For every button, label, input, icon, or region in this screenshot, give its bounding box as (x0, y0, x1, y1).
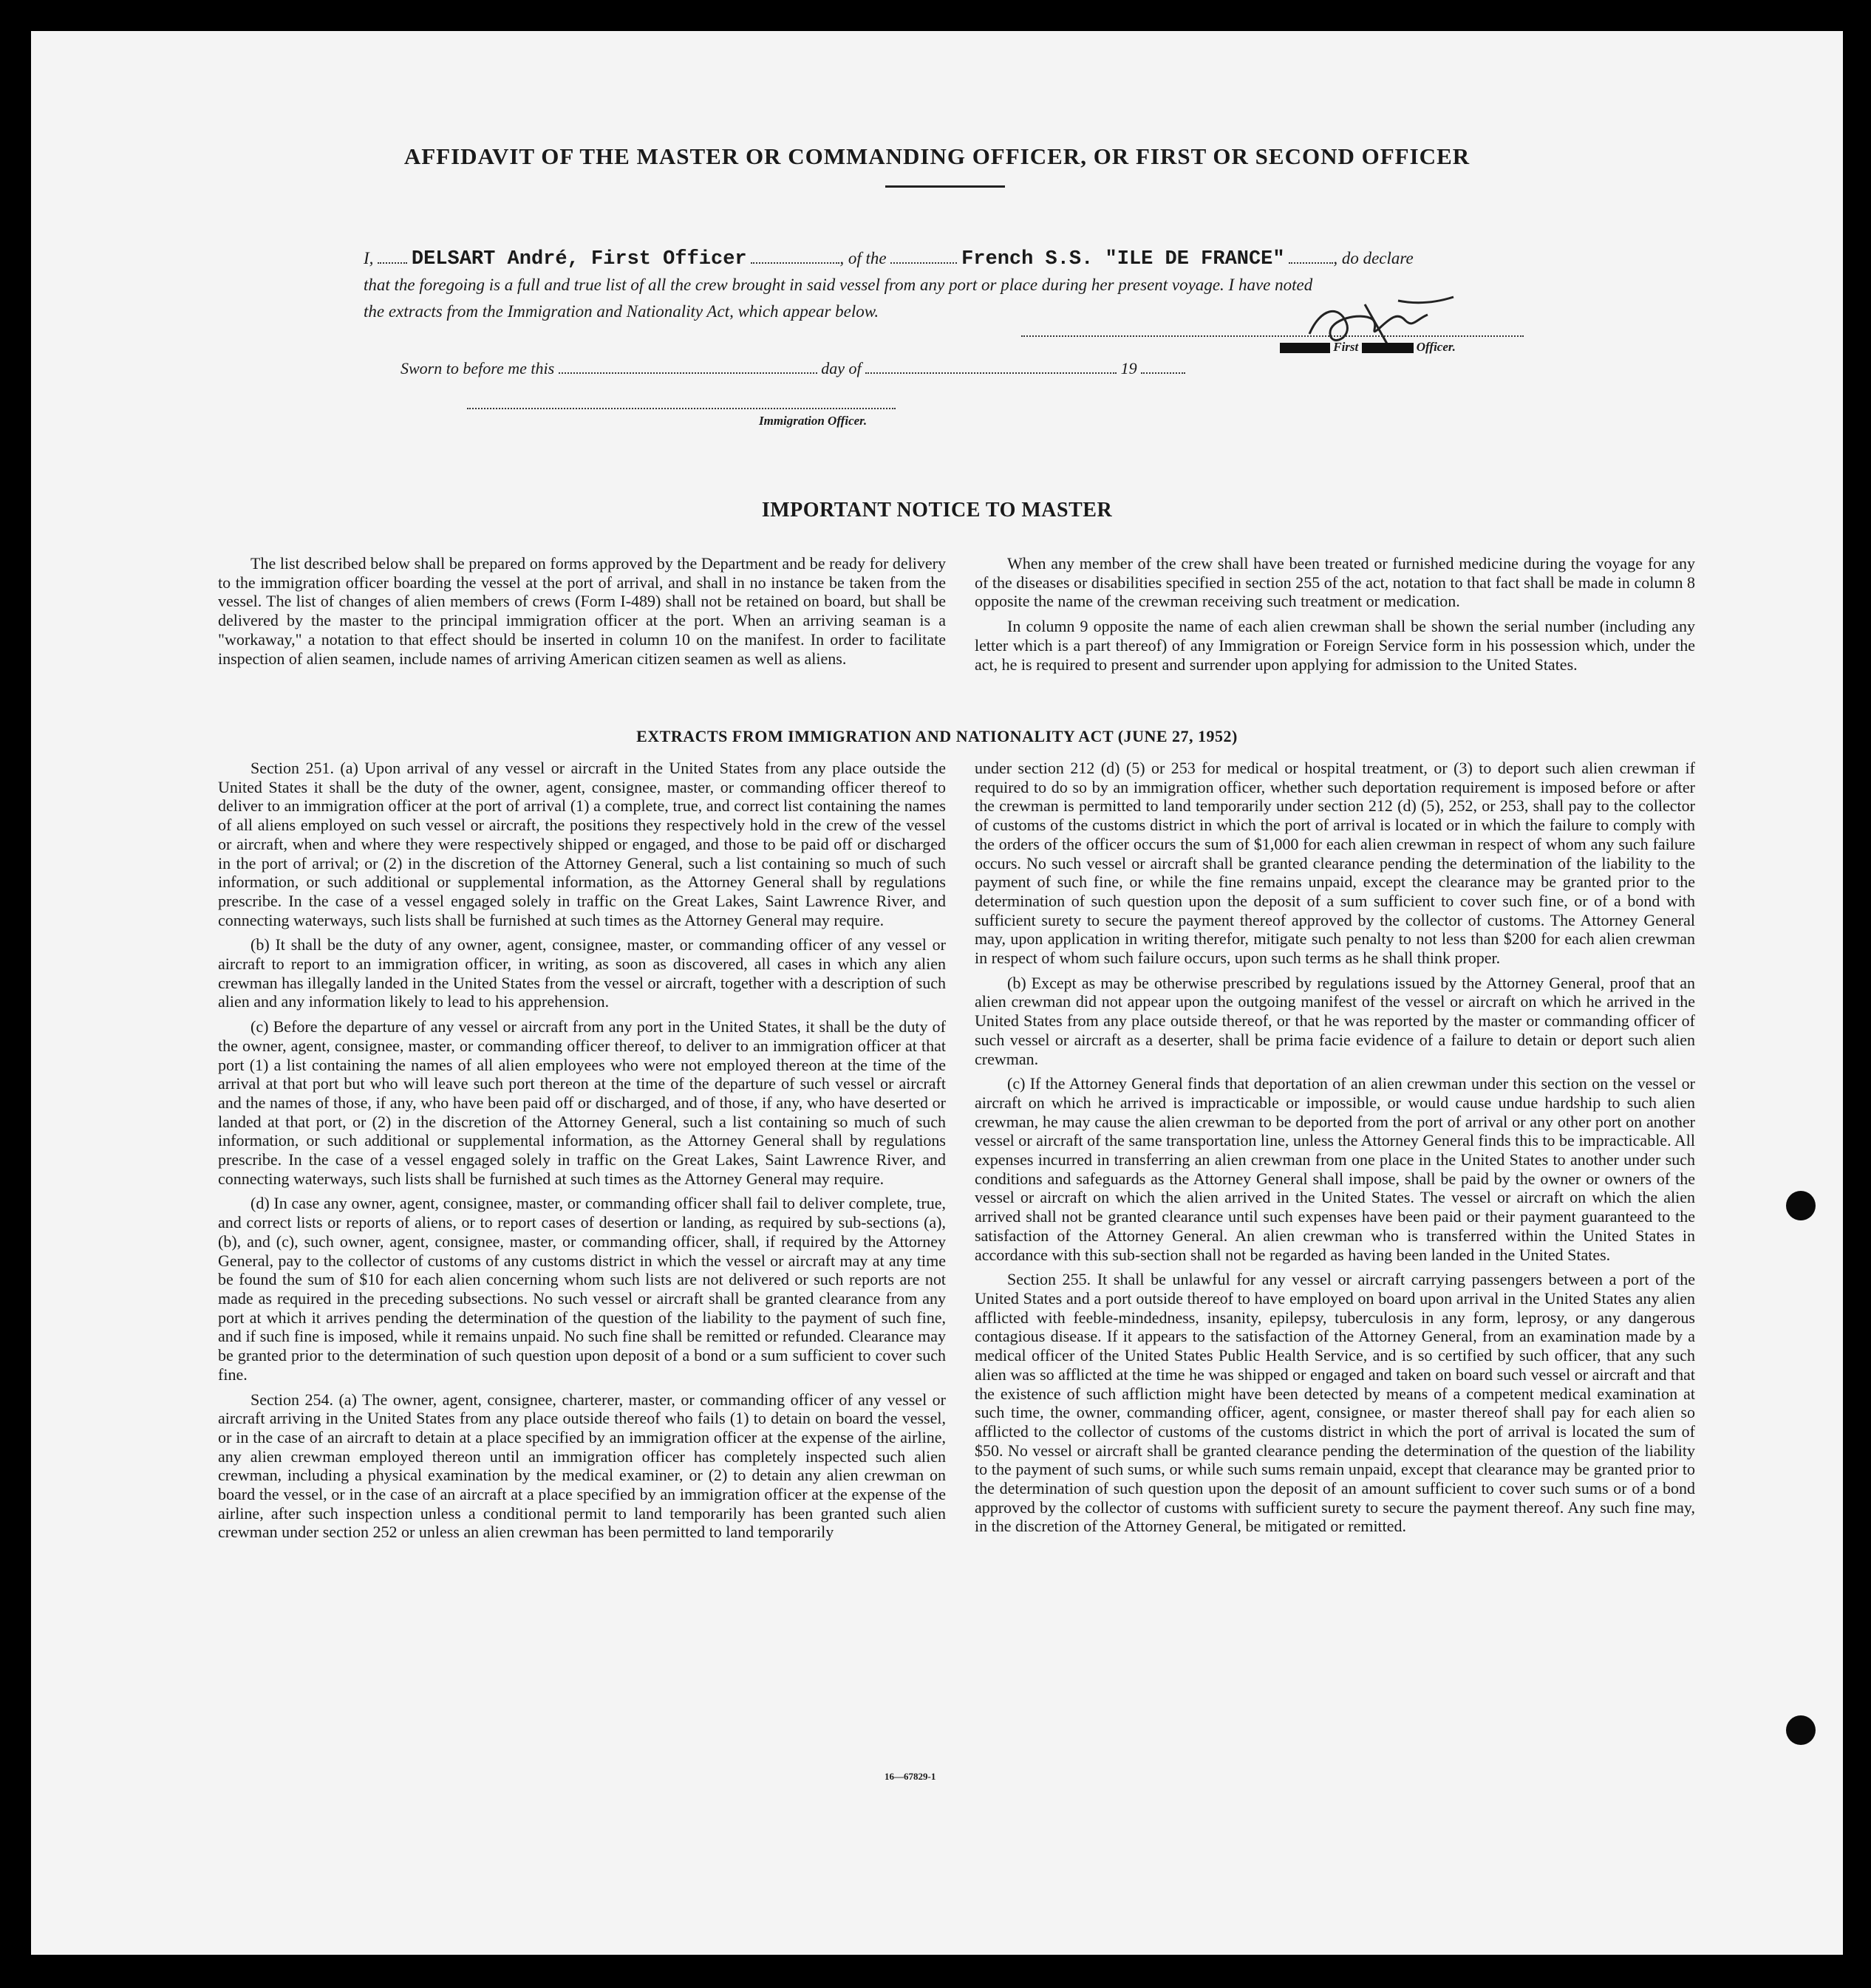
extracts-left-column (218, 759, 946, 1548)
form-code: 16—67829-1 (885, 1771, 936, 1782)
signature-line (1021, 335, 1524, 337)
extract-paragraph: Section 254. (a) The owner, agent, consignee, charterer, master, or commanding officer of any vessel or aircraft arriving in the United States from any place outside thereof who fails (1) to detain on board the vessel, or in the case of an aircraft to detain at a place specified by an immigration officer at the expense of the airline, any alien crewman employed thereon until an immigration officer has completely inspected such alien crewman, including a physical examination by the medical examiner, or (2) to detain any alien crewman on board the vessel, or in the case of an aircraft at a place specified by an immigration officer at the expense of the airline, after such inspection unless a conditional permit to land temporarily has been granted such alien crewman under section 252 or unless an alien crewman has been permitted to land temporarily (218, 1390, 946, 1542)
notice-left-paragraph: The list described below shall be prepared on forms approved by the Department and be ready for delivery to the immigration officer boarding the vessel at the port of arrival, and shall in no instance be taken from the vessel. The list of changes of alien members of crews (Form I-489) shall not be retained on board, but shall be delivered by the master to the principal immigration officer at the port. When an arriving seaman is a "workaway," a notation to that effect should be inserted in column 10 on the manifest. In order to facilitate inspection of alien seamen, include names of arriving American citizen seamen as well as aliens. (218, 554, 946, 668)
redaction-mark-2 (1362, 343, 1414, 353)
extracts-right-column (975, 759, 1695, 1542)
extract-paragraph: Section 255. It shall be unlawful for any vessel or aircraft carrying passengers between a port of the United States and a port outside thereof to have employed on board upon arrival in the United States any alien afflicted with feeble-mindedness, insanity, epilepsy, tuberculosis in any form, leprosy, or any dangerous contagious disease. If it appears to the satisfaction of the Attorney General, from an examination made by a medical officer of the United States Public Health Service, and is so certified by such officer, that any such alien was so afflicted at the time he was shipped or engaged and taken on board such vessel or aircraft and that the existence of such affliction might have been detected by means of a competent medical examination at such time, the owner, commanding officer, agent, consignee, or master thereof shall pay for each alien so afflicted to the collector of customs of the customs district in which the port of arrival is located the sum of $50. No vessel or aircraft shall be granted clearance pending the determination of the question of the liability to the payment of such sums, or while such sums remain unpaid, except that clearance may be granted prior to the determination of such question upon the deposit of an amount sufficient to cover such sums or of a bond approved by the collector of customs with sufficient surety to secure the payment thereof. Any such fine may, in the discretion of the Attorney General, be mitigated or remitted. (975, 1270, 1695, 1536)
notice-right-paragraph-2: In column 9 opposite the name of each alien crewman shall be shown the serial number (including any letter which is a part thereof) of any Immigration or Foreign Service form in his possession which, under the act, he is required to present and surrender upon applying for admission to the United States. (975, 617, 1695, 674)
notice-title: IMPORTANT NOTICE TO MASTER (761, 499, 1113, 522)
decl-i: I, (364, 249, 374, 267)
punch-hole-bottom (1786, 1715, 1816, 1745)
extracts-title: EXTRACTS FROM IMMIGRATION AND NATIONALITY ACT (JUNE 27, 1952) (636, 727, 1238, 745)
immigration-officer-label: Immigration Officer. (759, 414, 868, 428)
title-rule (885, 185, 1005, 188)
sworn-line: Sworn to before me this day of 19 (401, 359, 1185, 378)
notice-right-column (975, 554, 1695, 680)
extract-paragraph: (d) In case any owner, agent, consignee, master, or commanding officer shall fail to deliver complete, true, and correct lists or reports of aliens, or to report cases of desertion or landing, as required by sub-sections (a), (b), and (c), such owner, agent, consignee, master, or commanding officer, shall, if required by the Attorney General, pay to the collector of customs of any customs district in which the vessel or aircraft may at any time be found the sum of $10 for each alien concerning whom such lists are not delivered or such reports are not made as required in the preceding subsections. No such vessel or aircraft shall be granted clearance from any port at which it arrives pending the determination of the question of the liability to the payment of such fine, and if such fine is imposed, while it remains unpaid. No such fine shall be remitted or refunded. Clearance may be granted prior to the determination of such question upon deposit of a bond or a sum sufficient to cover such fine. (218, 1194, 946, 1384)
extract-paragraph: (c) Before the departure of any vessel or aircraft from any port in the United States, it shall be the duty of the owner, agent, consignee, master, or commanding officer thereof, to deliver to an immigration officer at that port (1) a list containing the names of all alien employees who were not employed thereon at the time of the arrival at that port but who will leave such port thereon at the time of the departure of such vessel or aircraft and the names of those, if any, who have been paid off or discharged, and of those, if any, who have deserted or landed at that port, or (2) in the discretion of the Attorney General, such a list containing so much of such information, or such additional or supplemental information, as the Attorney General shall by regulations prescribe. In the case of a vessel engaged solely in traffic on the Great Lakes, Saint Lawrence River, and connecting waterways, such lists shall be furnished at such times as the Attorney General may require. (218, 1017, 946, 1188)
affidavit-title: AFFIDAVIT OF THE MASTER OR COMMANDING OFFICER, OR FIRST OR SECOND OFFICER (403, 143, 1470, 169)
extract-paragraph: Section 251. (a) Upon arrival of any vessel or aircraft in the United States from any place outside the United States it shall be the duty of the owner, agent, consignee, master, or commanding officer thereof to deliver to an immigration officer at the port of arrival (1) a complete, true, and correct list containing the names of all aliens employed on such vessel or aircraft, the positions they respectively hold in the crew of the vessel or aircraft, when and where they were respectively shipped or engaged, and those to be paid off or discharged in the port of arrival; or (2) in the discretion of the Attorney General, such a list containing so much of such information, or such additional or supplemental information, as the Attorney General shall by regulations prescribe. In the case of a vessel engaged solely in traffic on the Great Lakes, Saint Lawrence River, and connecting waterways, such lists shall be furnished at such times as the Attorney General may require. (218, 759, 946, 929)
notice-right-paragraph-1: When any member of the crew shall have been treated or furnished medicine during the voyage for any of the diseases or disabilities specified in section 255 of the act, notation to that fact shall be made in column 8 opposite the name of the crewman receiving such treatment or medication. (975, 554, 1695, 611)
signature-caption: First Officer. (1280, 340, 1456, 355)
extract-paragraph: (b) Except as may be otherwise prescribed by regulations issued by the Attorney General, proof that an alien crewman did not appear upon the outgoing manifest of the vessel or aircraft on which he arrived in the United States from any place outside thereof, or that he was reported by the master or commanding officer of such vessel or aircraft as a deserter, shall be prima facie evidence of a failure to detain or deport such alien crewman. (975, 973, 1695, 1068)
notice-left-column (218, 554, 946, 674)
officer-name: DELSART André, First Officer (411, 248, 747, 270)
vessel-name: French S.S. "ILE DE FRANCE" (961, 248, 1285, 270)
punch-hole-top (1786, 1191, 1816, 1220)
decl-do-declare: , do declare (1333, 249, 1414, 267)
extract-paragraph: under section 212 (d) (5) or 253 for medical or hospital treatment, or (3) to deport such alien crewman if required to do so by an immigration officer, whether such deportation requirement is imposed before or after the crewman is permitted to land temporarily under section 212 (d) (5), 252, or 253, shall pay to the collector of customs of the customs district in which the port of arrival is located or in which the failure to comply with the orders of the officer occurs the sum of $1,000 for each alien crewman in respect of whom any such failure occurs. No such vessel or aircraft shall be granted clearance pending the determination of the liability to the payment of such fine, or while the fine remains unpaid, except the clearance may be granted prior to the determination of such question upon the deposit of a sum sufficient to cover such fine, or of a bond with sufficient surety to secure the payment thereof approved by the collector of customs. The Attorney General may, upon application in writing therefor, mitigate such penalty to not less than $200 for each alien crewman in respect of whom such failure occurs, upon such terms as he shall think proper. (975, 759, 1695, 968)
declaration-line-1 (364, 245, 1561, 273)
declaration-line-2: that the foregoing is a full and true list of all the crew brought in said vessel from any port or place during her present voyage. I have noted (364, 276, 1313, 294)
extract-paragraph: (b) It shall be the duty of any owner, agent, consignee, master, or commanding officer of any vessel or aircraft to report to an immigration officer, in writing, as soon as discovered, all cases in which any alien crewman has illegally landed in the United States from the vessel or aircraft, together with a description of such alien and any information likely to lead to his apprehension. (218, 935, 946, 1011)
decl-of-the: , of the (839, 249, 887, 267)
redaction-mark-1 (1280, 343, 1330, 353)
declaration-line-3: the extracts from the Immigration and Nationality Act, which appear below. (364, 302, 879, 321)
document-page (31, 31, 1843, 1955)
immigration-officer-line (467, 408, 896, 409)
extract-paragraph: (c) If the Attorney General finds that deportation of an alien crewman under this section on the vessel or aircraft on which he arrived is impracticable or impossible, or would cause undue hardship to such alien crewman, he may cause the alien crewman to be deported from the port of arrival or any other port on another vessel or aircraft of the same transportation line, unless the Attorney General finds this to be impracticable. All expenses incurred in transferring an alien crewman from one place in the United States to another under such conditions and safeguards as the Attorney General shall impose, shall be paid by the owner or owners of the vessel or aircraft on which the alien arrived in the United States. The vessel or aircraft on which the alien arrived shall not be granted clearance until such expenses have been paid or their payment guaranteed to the satisfaction of the Attorney General. An alien crewman who is transferred within the United States in accordance with this sub-section shall not be regarded as having been landed in the United States. (975, 1074, 1695, 1264)
